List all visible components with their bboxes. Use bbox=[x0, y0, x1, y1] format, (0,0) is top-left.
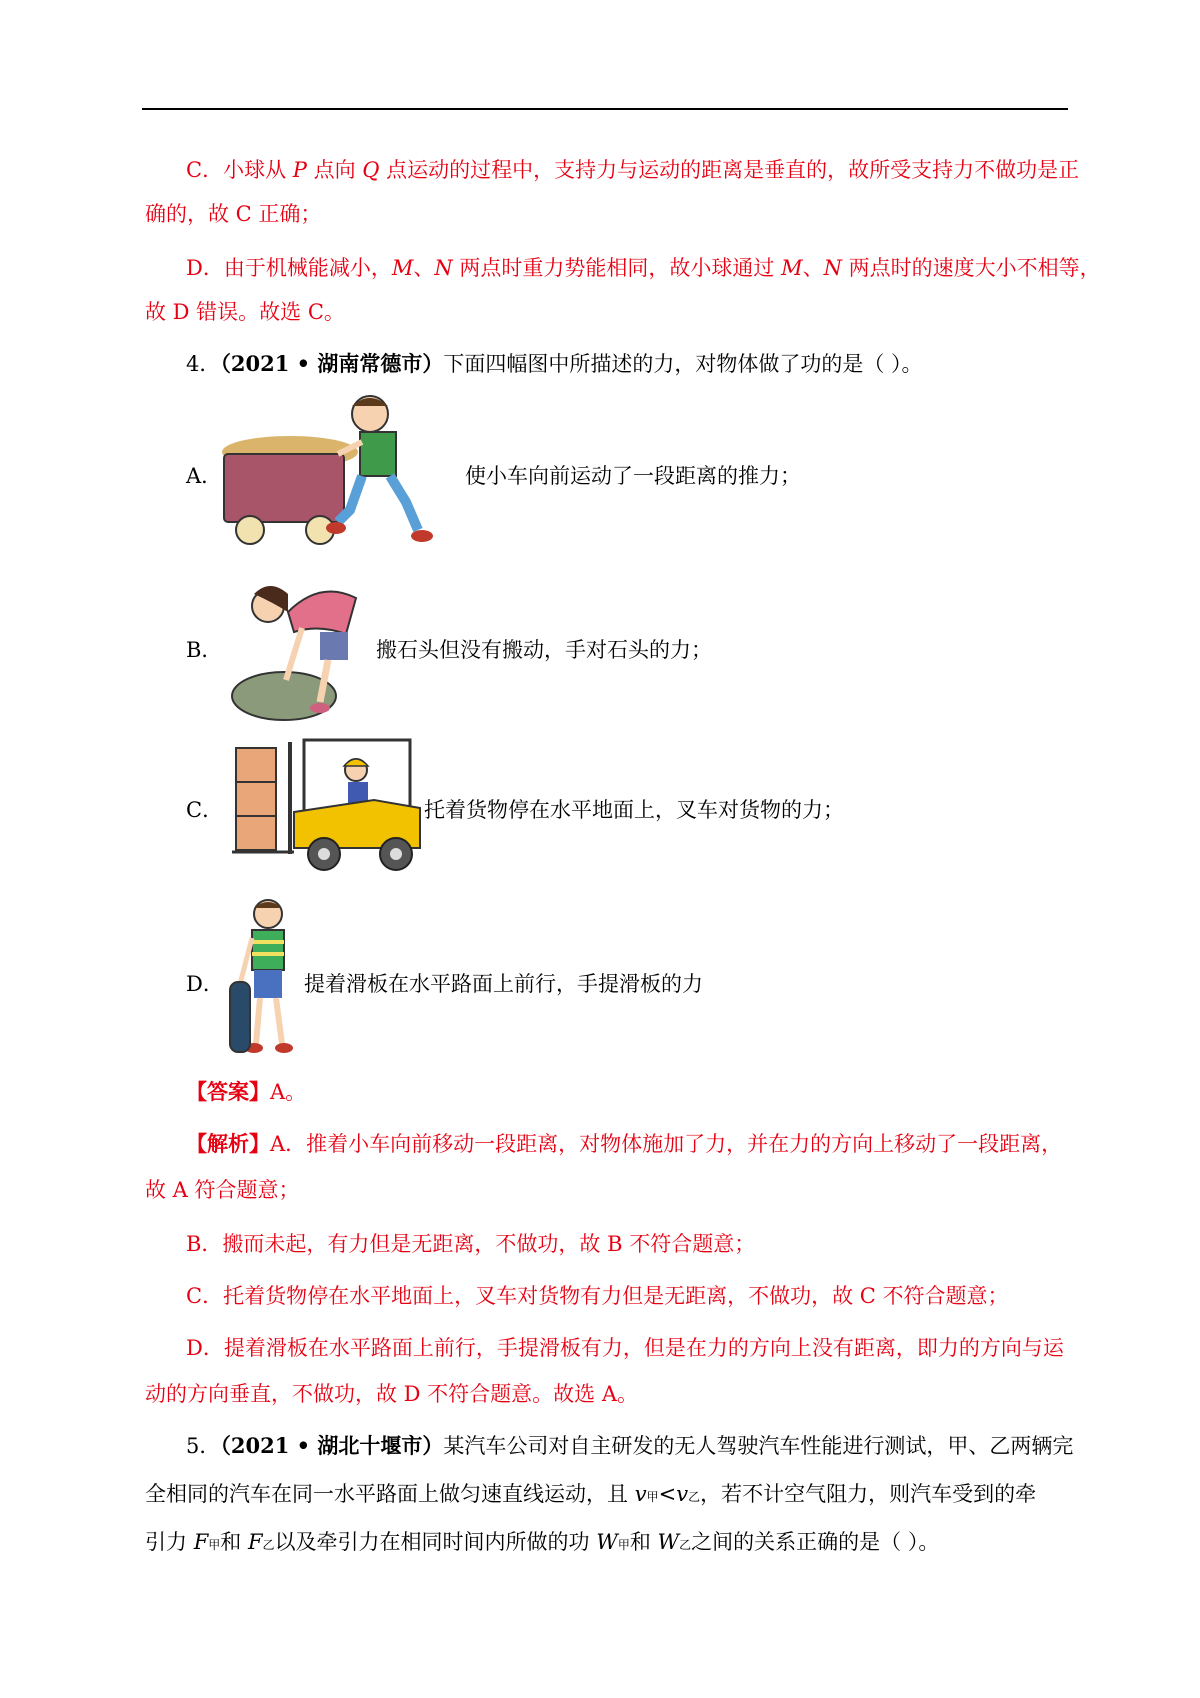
question-source: （2021 • 湖南常德市） bbox=[220, 351, 444, 376]
analysis-d-line2: 动的方向垂直，不做功，故 D 不符合题意。故选 A。 bbox=[145, 1382, 639, 1406]
analysis-a-line2: 故 A 符合题意； bbox=[145, 1178, 300, 1202]
question-5-line2: 全相同的汽车在同一水平路面上做匀速直线运动，且 v甲<v乙，若不计空气阻力，则汽车受到的牵 bbox=[145, 1482, 1037, 1506]
option-a-label: A． bbox=[186, 464, 223, 488]
option-b-label: B． bbox=[186, 638, 223, 662]
option-a-text: 使小车向前运动了一段距离的推力； bbox=[465, 464, 801, 488]
question-5-line3: 引力 F甲和 F乙以及牵引力在相同时间内所做的功 W甲和 W乙之间的关系正确的是（ ）。 bbox=[145, 1530, 940, 1554]
forklift-with-boxes-illustration bbox=[224, 738, 424, 878]
analysis-c: C．托着货物停在水平地面上，叉车对货物有力但是无距离，不做功，故 C 不符合题意； bbox=[186, 1284, 1009, 1308]
analysis-c-line2: 确的，故 C 正确； bbox=[145, 202, 322, 226]
analysis-tag: 【解析】 bbox=[186, 1131, 270, 1156]
question-source: （2021 • 湖北十堰市） bbox=[220, 1433, 444, 1458]
answer-tag: 【答案】 bbox=[186, 1079, 270, 1104]
option-d-label: D． bbox=[186, 972, 224, 996]
boy-carrying-skateboard-illustration bbox=[226, 898, 306, 1060]
question-4-stem: 4．（2021 • 湖南常德市）下面四幅图中所描述的力，对物体做了功的是（ ）。 bbox=[186, 351, 923, 376]
question-number: 4． bbox=[186, 352, 221, 376]
analysis-b: B．搬而未起，有力但是无距离，不做功，故 B 不符合题意； bbox=[186, 1232, 756, 1256]
question-number: 5． bbox=[186, 1434, 221, 1458]
question-5-line1: 5．（2021 • 湖北十堰市）某汽车公司对自主研发的无人驾驶汽车性能进行测试，甲、乙两辆完 bbox=[186, 1433, 1074, 1458]
option-b-text: 搬石头但没有搬动，手对石头的力； bbox=[376, 638, 712, 662]
option-c-text: 托着货物停在水平地面上，叉车对货物的力； bbox=[424, 798, 844, 822]
analysis-d-line1: D．由于机械能减小，M、N 两点时重力势能相同，故小球通过 M、N 两点时的速度大小不相等， bbox=[186, 256, 1101, 280]
answer-line bbox=[186, 1078, 306, 1106]
analysis-d-line1: D．提着滑板在水平路面上前行，手提滑板有力，但是在力的方向上没有距离，即力的方向与运 bbox=[186, 1336, 1064, 1360]
header-rule bbox=[142, 108, 1068, 110]
answer-value: A。 bbox=[270, 1080, 307, 1104]
analysis-d-line2: 故 D 错误。故选 C。 bbox=[145, 300, 345, 324]
option-c-label: C． bbox=[186, 798, 224, 822]
girl-lifting-rock-illustration bbox=[224, 572, 374, 722]
analysis-c-line1: C．小球从 P 点向 Q 点运动的过程中，支持力与运动的距离是垂直的，故所受支持力不做功是正 bbox=[186, 158, 1080, 182]
boy-pushing-cart-illustration bbox=[220, 392, 460, 552]
option-d-text: 提着滑板在水平路面上前行，手提滑板的力 bbox=[304, 972, 703, 996]
analysis-a-line1: 【解析】A．推着小车向前移动一段距离，对物体施加了力，并在力的方向上移动了一段距离， bbox=[186, 1131, 1063, 1156]
